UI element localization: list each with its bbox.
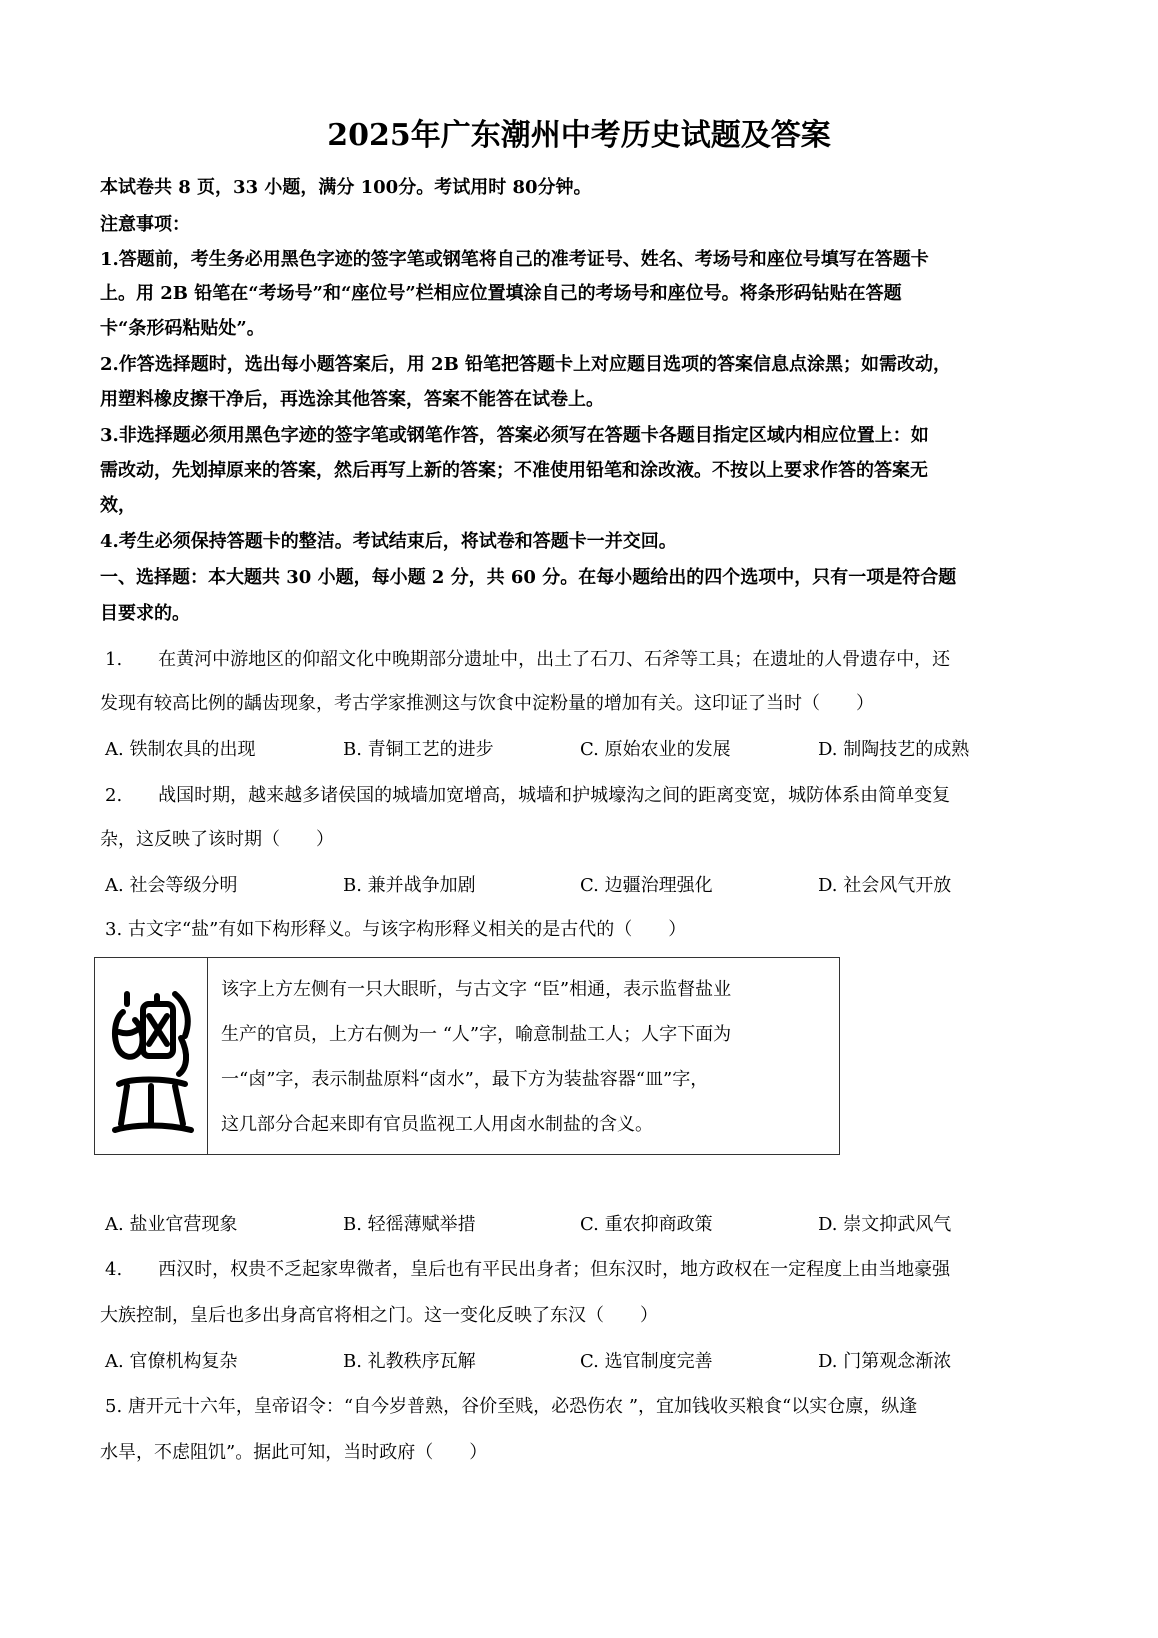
notice-line: 需改动，先划掉原来的答案，然后再写上新的答案；不准使用铅笔和涂改液。不按以上要求作答的答案无 [100,460,928,481]
option-d: D. 制陶技艺的成熟 [818,739,970,760]
page-title: 2025年广东潮州中考历史试题及答案 [327,118,831,153]
glyph-explanation-line: 生产的官员，上方右侧为一 “人”字，喻意制盐工人；人字下面为 [221,1024,732,1045]
notice-line: 1.答题前，考生务必用黑色字迹的签字笔或钢笔将自己的准考证号、姓名、考场号和座位号填写在答题卡 [100,249,929,270]
exam-summary: 本试卷共 8 页，33 小题，满分 100分。考试用时 80分钟。 [100,177,592,198]
question-stem: 3. 古文字“盐”有如下构形释义。与该字构形释义相关的是古代的（ ） [105,919,687,940]
option-d: D. 社会风气开放 [818,875,952,896]
glyph-explanation-box [94,957,840,1155]
notice-line: 用塑料橡皮擦干净后，再选涂其他答案，答案不能答在试卷上。 [100,389,604,410]
option-d: D. 崇文抑武风气 [818,1214,952,1235]
notice-line: 卡“条形码粘贴处”。 [100,318,265,339]
option-c: C. 重农抑商政策 [580,1214,713,1235]
section-heading: 目要求的。 [100,603,190,624]
notice-line: 3.非选择题必须用黑色字迹的签字笔或钢笔作答，答案必须写在答题卡各题目指定区域内相应位置上：如 [100,425,929,446]
notice-line: 2.作答选择题时，选出每小题答案后，用 2B 铅笔把答题卡上对应题目选项的答案信息点涂黑；如需改动， [100,354,952,375]
option-c: C. 选官制度完善 [580,1351,713,1372]
question-stem: 发现有较高比例的龋齿现象，考古学家推测这与饮食中淀粉量的增加有关。这印证了当时（ ） [100,693,874,714]
option-a: A. 铁制农具的出现 [105,739,256,760]
notice-heading: 注意事项： [100,214,190,235]
option-b: B. 轻徭薄赋举措 [343,1214,476,1235]
glyph-explanation-line: 一“卤”字，表示制盐原料“卤水”，最下方为装盐容器“皿”字， [221,1069,709,1090]
option-d: D. 门第观念渐浓 [818,1351,952,1372]
option-b: B. 礼教秩序瓦解 [343,1351,476,1372]
option-b: B. 兼并战争加剧 [343,875,476,896]
question-stem: 5. 唐开元十六年，皇帝诏令：“自今岁普熟，谷价至贱，必恐伤农 ”，宜加钱收买粮食“以实仓廪，纵逢 [105,1396,918,1417]
option-b: B. 青铜工艺的进步 [343,739,494,760]
notice-line: 上。用 2B 铅笔在“考场号”和“座位号”栏相应位置填涂自己的考场号和座位号。将条形码钻贴在答题 [100,283,902,304]
question-stem: 水旱，不虑阻饥”。据此可知，当时政府（ ） [100,1442,488,1463]
question-stem: 1. 在黄河中游地区的仰韶文化中晚期部分遗址中，出土了石刀、石斧等工具；在遗址的人骨遗存中，还 [105,649,951,670]
question-stem: 4. 西汉时，权贵不乏起家卑微者，皇后也有平民出身者；但东汉时，地方政权在一定程度上由当地豪强 [105,1259,951,1280]
notice-line: 4.考生必须保持答题卡的整洁。考试结束后，将试卷和答题卡一并交回。 [100,531,677,552]
question-stem: 2. 战国时期，越来越多诸侯国的城墙加宽增高，城墙和护城壕沟之间的距离变宽，城防体系由简单变复 [105,785,951,806]
box-divider [207,958,208,1154]
option-c: C. 边疆治理强化 [580,875,713,896]
section-heading: 一、选择题：本大题共 30 小题，每小题 2 分，共 60 分。在每小题给出的四个选项中，只有一项是符合题 [100,567,957,588]
option-c: C. 原始农业的发展 [580,739,731,760]
question-stem: 大族控制，皇后也多出身高官将相之门。这一变化反映了东汉（ ） [100,1305,658,1326]
glyph-explanation-line: 这几部分合起来即有官员监视工人用卤水制盐的含义。 [221,1114,653,1135]
question-stem: 杂，这反映了该时期（ ） [100,829,334,850]
option-a: A. 社会等级分明 [105,875,238,896]
glyph-explanation-line: 该字上方左侧有一只大眼昕，与古文字 “臣”相通，表示监督盐业 [221,979,732,1000]
option-a: A. 官僚机构复杂 [105,1351,238,1372]
option-a: A. 盐业官营现象 [105,1214,238,1235]
ancient-salt-character-image [105,974,197,1142]
notice-line: 效， [100,495,136,516]
